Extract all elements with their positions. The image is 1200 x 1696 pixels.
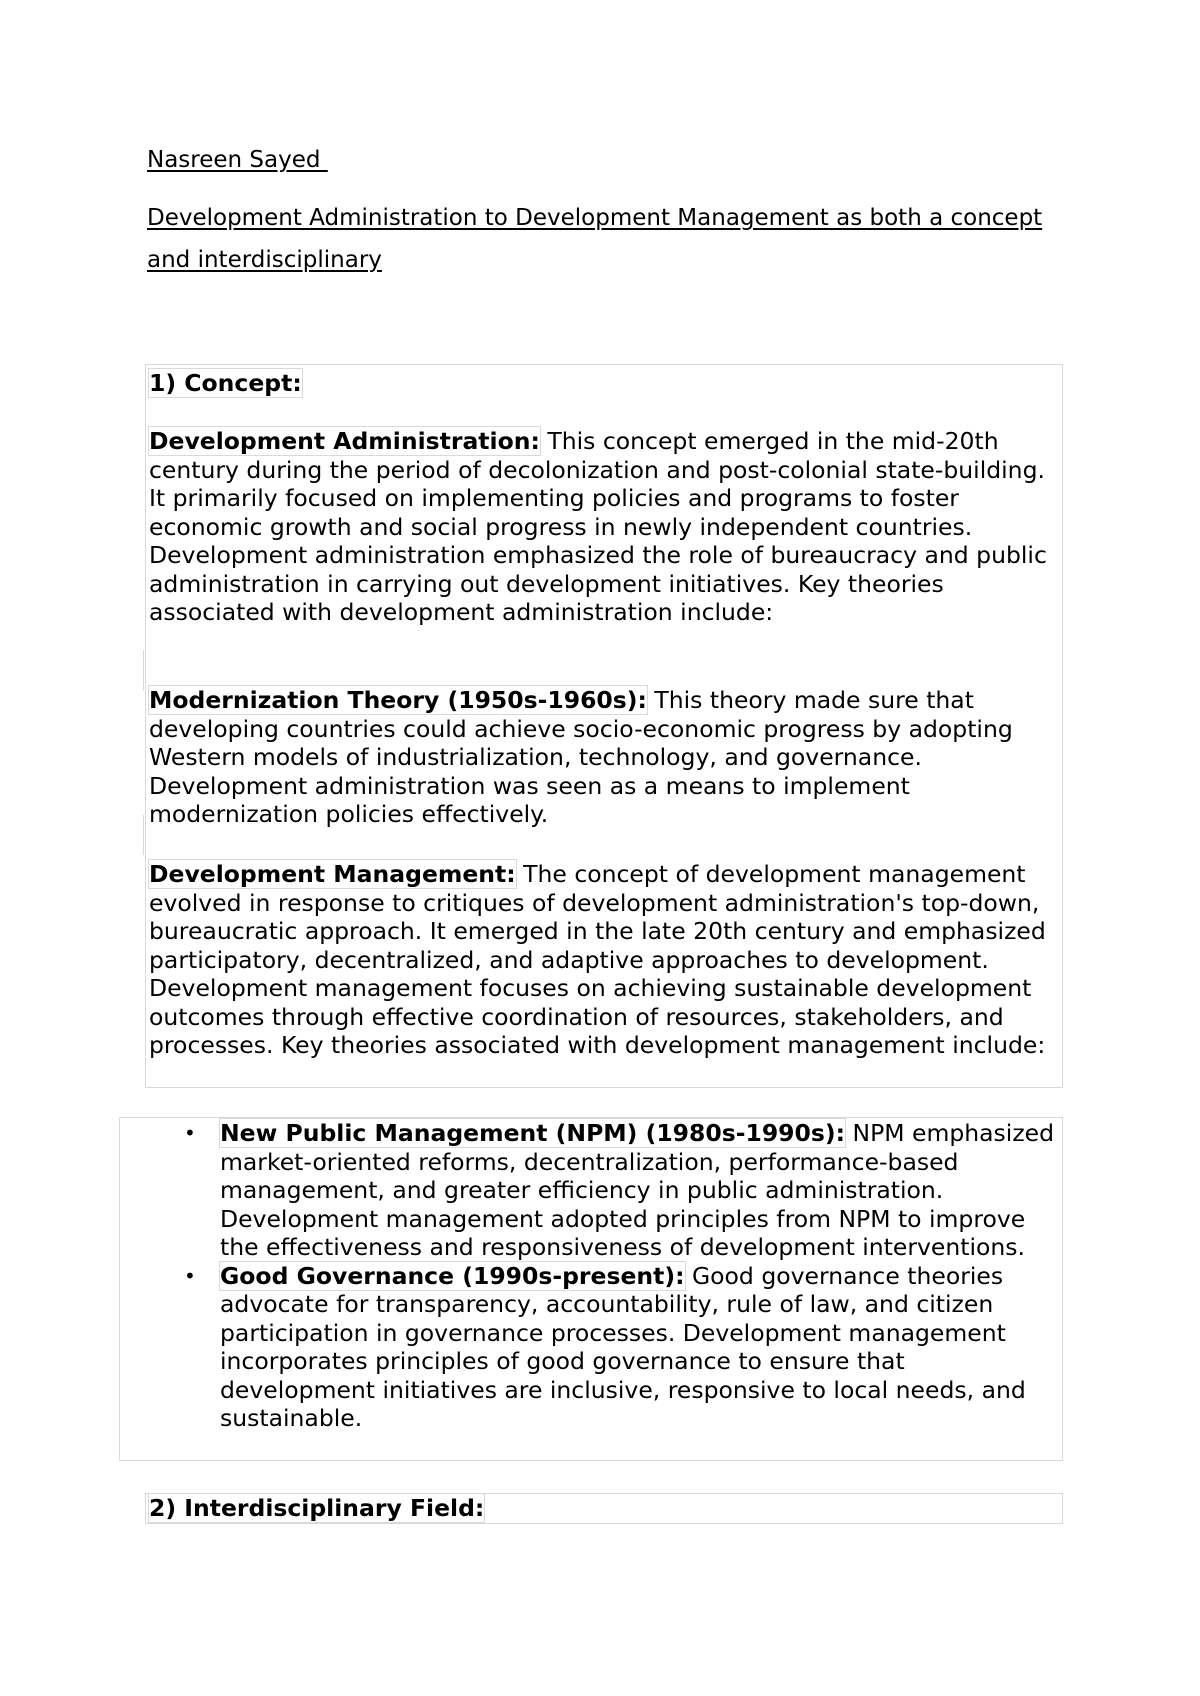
author-name: Nasreen Sayed (147, 147, 328, 173)
development-management-paragraph (149, 860, 1059, 1060)
good-governance-text: Good governance theories advocate for transparency, accountability, rule of law, and citizen participation in governance processes. Development management incorporates principles of good governance to ensure that development initiatives are inclusive, responsive to local needs, and sustainable. (220, 1261, 1026, 1432)
concept-heading (149, 369, 302, 398)
list-item (120, 1262, 1065, 1433)
interdisciplinary-heading-text: 2) Interdisciplinary Field: (149, 1494, 485, 1522)
side-margin-mark (143, 815, 144, 855)
concept-section (145, 364, 1063, 1088)
document-title: Development Administration to Development Management as both a concept and interdisciplinary (147, 205, 1043, 273)
modernization-theory-paragraph (149, 686, 1059, 829)
development-administration-paragraph (149, 427, 1059, 627)
list-item (120, 1119, 1065, 1262)
interdisciplinary-section (145, 1493, 1063, 1524)
interdisciplinary-heading (149, 1494, 484, 1523)
npm-text: NPM emphasized market-oriented reforms, decentralization, performance-based management, and greater efficiency in public administration. Development management adopted principles from NPM to improve the effectiveness and responsiveness of development interventions. (220, 1119, 1055, 1261)
concept-heading-text: 1) Concept: (149, 369, 302, 397)
npm-term: New Public Management (NPM) (1980s-1990s): (220, 1119, 846, 1147)
good-governance-term: Good Governance (1990s-present): (220, 1261, 685, 1290)
theories-section (119, 1117, 1063, 1461)
side-margin-mark (143, 650, 144, 690)
bullet-icon: • (184, 1121, 196, 1145)
bullet-icon: • (184, 1263, 196, 1288)
theories-list (120, 1118, 1065, 1433)
development-management-text: The concept of development management evolved in response to critiques of development administration's top-down, bureaucratic approach. It emerged in the late 20th century and emphasized participatory, decentralized, and adaptive approaches to development. Development management focuses on achieving sustainable development outcomes through effective coordination of resources, stakeholders, and processes. Key theories associated with development management include: (149, 860, 1046, 1059)
development-management-term: Development Management: (149, 860, 516, 888)
development-administration-text: This concept emerged in the mid-20th century during the period of decolonization and post-colonial state-building. It primarily focused on implementing policies and programs to foster economic growth and social progress in newly independent countries. Development administration emphasized the role of bureaucracy and public administration in carrying out development initiatives. Key theories associated with development administration include: (149, 427, 1047, 626)
development-administration-term: Development Administration: (149, 427, 540, 455)
modernization-theory-text: This theory made sure that developing countries could achieve socio-economic progress by adopting Western models of industrialization, technology, and governance. Development administration was seen as a means to implement modernization policies effectively. (149, 686, 1013, 828)
modernization-theory-term: Modernization Theory (1950s-1960s): (149, 686, 647, 714)
